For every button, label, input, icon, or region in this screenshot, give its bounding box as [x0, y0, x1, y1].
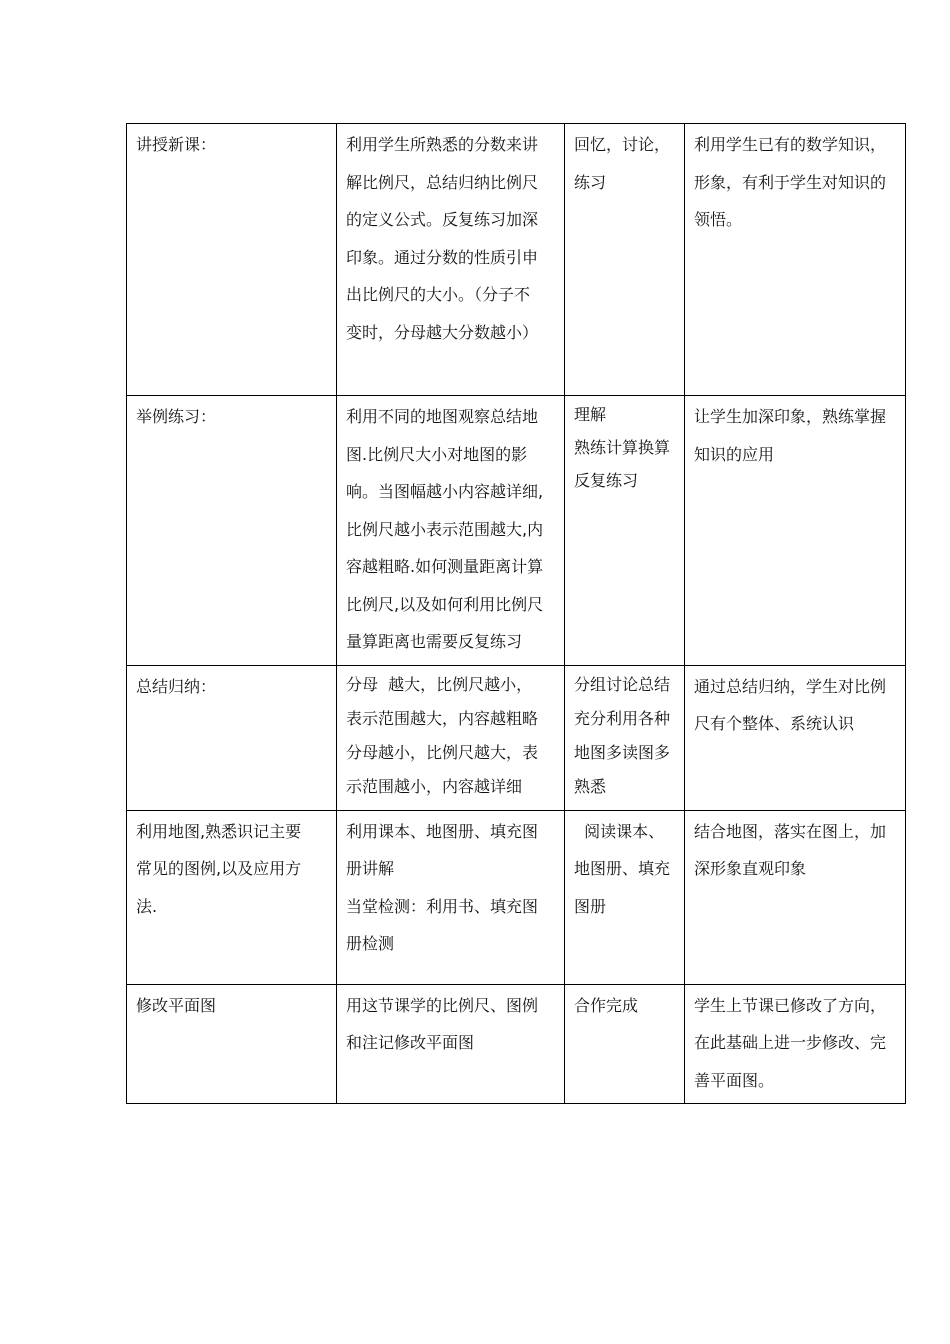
- cell-line: 表示范围越大，内容越粗略: [346, 708, 539, 728]
- teacher-activity-cell: [337, 665, 565, 810]
- cell-line: 充分利用各种: [574, 708, 671, 728]
- cell-line: 利用课本、地图册、填充图: [346, 821, 539, 841]
- cell-line: 反复练习: [574, 471, 639, 490]
- cell-line: 讲授新课：: [136, 135, 217, 154]
- cell-line: 修改平面图: [136, 995, 217, 1015]
- cell-line: 示范围越小，内容越详细: [346, 776, 523, 796]
- cell-line: 和注记修改平面图: [346, 1033, 475, 1052]
- cell-line: 比例尺,以及如何利用比例尺: [346, 594, 544, 614]
- cell-line: 回忆，讨论，: [574, 135, 671, 154]
- cell-line: 合作完成: [574, 995, 639, 1015]
- cell-line: 学生上节课已修改了方向，: [694, 995, 887, 1015]
- cell-line: 变时，分母越大分数越小）: [346, 322, 539, 342]
- table-row: [127, 984, 906, 1104]
- cell-line: 册讲解: [346, 859, 395, 878]
- cell-line: 地图多读图多: [574, 742, 671, 762]
- cell-line: 善平面图。: [694, 1070, 775, 1090]
- cell-line: 法.: [136, 896, 158, 916]
- cell-line: 总结归纳：: [136, 676, 217, 696]
- cell-line: 分组讨论总结: [574, 674, 671, 694]
- design-intent-cell: [685, 396, 906, 666]
- design-intent-cell: [685, 665, 906, 810]
- cell-line: 利用不同的地图观察总结地: [346, 407, 539, 426]
- cell-line: 响。当图幅越小内容越详细,: [346, 482, 544, 501]
- cell-line: 在此基础上进一步修改、完: [694, 1033, 887, 1052]
- design-intent-cell: [685, 124, 906, 396]
- cell-line: 形象，有利于学生对知识的: [694, 172, 887, 192]
- lesson-plan-table: [126, 123, 906, 1104]
- student-activity-cell: [565, 665, 685, 810]
- student-activity-cell: [565, 984, 685, 1104]
- cell-line: 图册: [574, 896, 607, 916]
- cell-line: 比例尺越小表示范围越大,内: [346, 519, 544, 539]
- table-body: [127, 124, 906, 1104]
- cell-line: 出比例尺的大小。（分子不: [346, 285, 531, 304]
- cell-line: 理解: [574, 405, 607, 424]
- design-intent-cell: [685, 810, 906, 984]
- cell-line: 用这节课学的比例尺、图例: [346, 995, 539, 1015]
- table-row: [127, 124, 906, 396]
- cell-line: 利用学生所熟悉的分数来讲: [346, 135, 539, 154]
- teacher-activity-cell: [337, 396, 565, 666]
- cell-line: 让学生加深印象，熟练掌握: [694, 407, 887, 426]
- design-intent-cell: [685, 984, 906, 1104]
- cell-line: 地图册、填充: [574, 859, 671, 878]
- stage-cell: [127, 984, 337, 1104]
- cell-line: 阅读课本、: [574, 821, 665, 841]
- cell-line: 的定义公式。反复练习加深: [346, 210, 539, 229]
- table-row: [127, 665, 906, 810]
- student-activity-cell: [565, 396, 685, 666]
- cell-line: 常见的图例,以及应用方: [136, 859, 302, 878]
- cell-line: 当堂检测：利用书、填充图: [346, 896, 539, 916]
- cell-line: 量算距离也需要反复练习: [346, 632, 523, 651]
- cell-line: 利用学生已有的数学知识，: [694, 135, 887, 154]
- cell-line: 尺有个整体、系统认识: [694, 714, 855, 733]
- cell-line: 熟练计算换算: [574, 438, 671, 457]
- stage-cell: [127, 396, 337, 666]
- cell-line: 分母 越大，比例尺越小，: [346, 674, 533, 694]
- stage-cell: [127, 665, 337, 810]
- teacher-activity-cell: [337, 984, 565, 1104]
- table-row: [127, 396, 906, 666]
- cell-line: 解比例尺，总结归纳比例尺: [346, 172, 539, 192]
- cell-line: 知识的应用: [694, 444, 775, 464]
- student-activity-cell: [565, 124, 685, 396]
- teacher-activity-cell: [337, 124, 565, 396]
- stage-cell: [127, 810, 337, 984]
- cell-line: 图.比例尺大小对地图的影: [346, 444, 528, 464]
- cell-line: 容越粗略.如何测量距离计算: [346, 557, 544, 576]
- cell-line: 举例练习：: [136, 407, 217, 426]
- student-activity-cell: [565, 810, 685, 984]
- cell-line: 结合地图，落实在图上，加: [694, 821, 887, 841]
- cell-line: 印象。通过分数的性质引申: [346, 247, 539, 267]
- cell-line: 册检测: [346, 934, 395, 953]
- cell-line: 通过总结归纳，学生对比例: [694, 676, 887, 696]
- cell-line: 练习: [574, 172, 607, 192]
- cell-line: 深形象直观印象: [694, 859, 807, 878]
- stage-cell: [127, 124, 337, 396]
- cell-line: 熟悉: [574, 776, 607, 796]
- cell-line: 利用地图,熟悉识记主要: [136, 821, 302, 841]
- teacher-activity-cell: [337, 810, 565, 984]
- table-row: [127, 810, 906, 984]
- cell-line: 分母越小，比例尺越大，表: [346, 742, 539, 762]
- cell-line: 领悟。: [694, 210, 743, 229]
